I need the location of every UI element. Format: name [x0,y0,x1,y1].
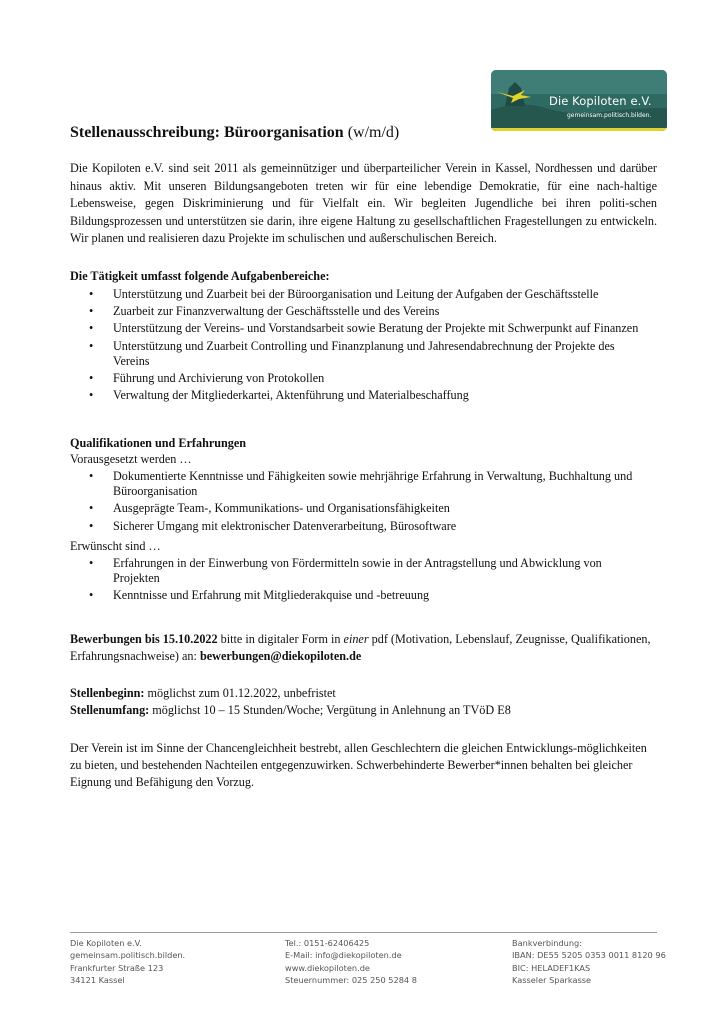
footer-address [70,937,185,986]
start-label: Stellenbeginn: [70,686,145,700]
footer-tax-number: Steuernummer: 025 250 5284 8 [285,974,417,985]
footer-street: Frankfurter Straße 123 [70,962,164,973]
intro-paragraph: Die Kopiloten e.V. sind seit 2011 als gemeinnütziger und überparteilicher Verein in Kassel, Nordhessen und darüber hinaus aktiv. Mit unseren Bildungsangeboten treten wir für eine lebendige Demokratie, für eine nach-haltige Lebensweise, gegen Diskriminierung und für Vielfalt ein. Wir begleiten Jugendliche bei ihren politi-schen Bildungsprozessen und unterstützen sie darin, ihre eigene Haltung zu gesellschaftlichen Fragestellungen zu entwickeln. Wir planen und realisieren dazu Projekte im schulischen und außerschulischen Bereich. [70,161,657,245]
list-item: • Erfahrungen in der Einwerbung von Fördermitteln sowie in der Antragstellung und Abwicklung von Projekten [70,556,650,587]
application-deadline: Bewerbungen bis 15.10.2022 [70,632,218,646]
application-text-italic: einer [343,632,369,646]
list-item: • Unterstützung der Vereins- und Vorstandsarbeit sowie Beratung der Projekte mit Schwerpunkt auf Finanzen [70,321,650,336]
scope-value: möglichst 10 – 15 Stunden/Woche; Vergütung in Anlehnung an TVöD E8 [149,703,511,717]
application-text-2: pdf (Motivation, Lebenslauf, Zeugnisse, Qualifikationen, Erfahrungsnachweise) an: [70,632,651,663]
qualifications-heading: Qualifikationen und Erfahrungen [70,436,247,450]
footer-bank-label: Bankverbindung: [512,938,583,948]
list-item: • Führung und Archivierung von Protokollen [70,371,650,386]
list-item: • Kenntnisse und Erfahrung mit Mitgliederakquise und -betreuung [70,588,650,603]
start-line [70,685,670,702]
footer-bank [512,937,666,986]
list-item: • Dokumentierte Kenntnisse und Fähigkeiten sowie mehrjährige Erfahrung in Verwaltung, Buchhaltung und Büroorganisation [70,469,650,500]
footer-contact [285,937,417,986]
footer-phone: Tel.: 0151-62406425 [285,938,370,948]
logo-tagline: gemeinsam.politisch.bilden. [567,112,652,119]
title-main: Stellenausschreibung: Büroorganisation [70,124,344,141]
application-email[interactable]: bewerbungen@diekopiloten.de [199,649,362,663]
title-suffix: (w/m/d) [347,124,400,141]
required-label: Vorausgesetzt werden … [70,452,192,466]
footer-divider [70,932,657,933]
tasks-heading: Die Tätigkeit umfasst folgende Aufgabenbereiche: [70,269,330,283]
list-item: • Verwaltung der Mitgliederkartei, Aktenführung und Materialbeschaffung [70,388,650,403]
list-item: • Unterstützung und Zuarbeit bei der Büroorganisation und Leitung der Aufgaben der Geschäftsstelle [70,287,650,302]
start-value: möglichst zum 01.12.2022, unbefristet [144,686,336,700]
page-title [70,124,399,142]
desired-list [70,556,650,606]
footer-bank-name: Kasseler Sparkasse [512,974,592,985]
list-item: • Sicherer Umgang mit elektronischer Datenverarbeitung, Bürosoftware [70,519,650,534]
desired-label: Erwünscht sind … [70,539,161,553]
required-list [70,469,650,536]
application-paragraph [70,631,670,665]
logo-name: Die Kopiloten e.V. [549,94,652,108]
footer-email[interactable]: E-Mail: info@diekopiloten.de [285,950,402,961]
organization-logo [491,70,667,131]
footer-city: 34121 Kassel [70,974,125,985]
list-item: • Ausgeprägte Team-, Kommunikations- und Organisationsfähigkeiten [70,501,650,516]
scope-line [70,702,670,719]
tasks-list [70,287,650,405]
equality-paragraph: Der Verein ist im Sinne der Chancengleichheit bestrebt, allen Geschlechtern die gleichen Entwicklungs-möglichkeiten zu bieten, und bestehenden Nachteilen entgegenzuwirken. Schwerbehinderte Bewerber*innen behalten bei gleicher Eignung und Befähigung den Vorzug. [70,741,647,789]
scope-label: Stellenumfang: [70,703,150,717]
footer-org-name: Die Kopiloten e.V. [70,938,142,948]
footer-tagline: gemeinsam.politisch.bilden. [70,950,186,961]
application-text-1: bitte in digitaler Form in [217,632,344,646]
footer-bic: BIC: HELADEF1KAS [512,962,591,973]
footer-iban: IBAN: DE55 5205 0353 0011 8120 96 [512,950,666,961]
list-item: • Unterstützung und Zuarbeit Controlling und Finanzplanung und Jahresendabrechnung der Projekte des Vereins [70,339,650,370]
footer-website[interactable]: www.diekopiloten.de [285,962,370,973]
list-item: • Zuarbeit zur Finanzverwaltung der Geschäftsstelle und des Vereins [70,304,650,319]
